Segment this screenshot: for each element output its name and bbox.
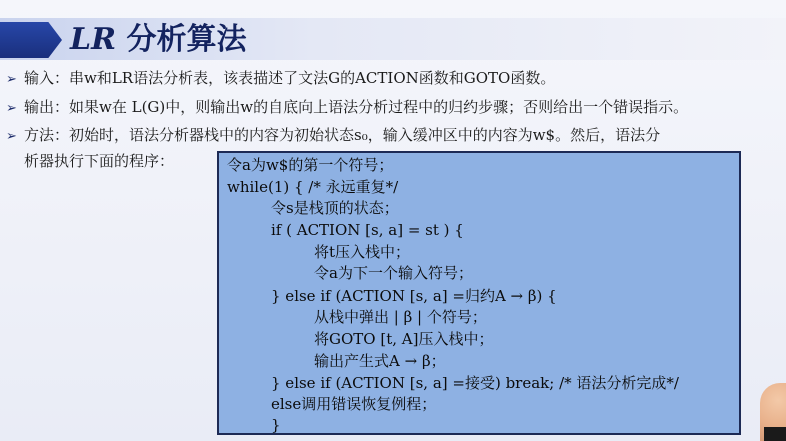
code-line: 从栈中弹出 | β | 个符号； [314, 308, 487, 326]
code-line: 将t压入栈中； [314, 243, 411, 261]
bullet-output-text: 输出：如果w在 L(G)中，则输出w的自底向上语法分析过程中的归约步骤；否则给出一个错误指示。 [24, 98, 689, 116]
bullet-method-cont: 析器执行下面的程序： [24, 152, 175, 170]
code-line: 令s是栈顶的状态； [271, 199, 399, 217]
algorithm-code-box [217, 151, 741, 435]
bullet-method [6, 124, 660, 148]
code-line: 令a为下一个输入符号； [314, 264, 473, 282]
code-line: 令a为w$的第一个符号； [227, 156, 394, 174]
title-rest: 分析算法 [116, 22, 247, 57]
code-line: while(1) { /* 永远重复*/ [227, 178, 399, 196]
code-line: } [271, 416, 281, 434]
code-line: 输出产生式A → β； [314, 352, 446, 370]
bullet-arrow-icon: ➢ [6, 72, 17, 87]
bullet-method-text: 方法：初始时，语法分析器栈中的内容为初始状态s₀，输入缓冲区中的内容为w$。然后，语法分 [24, 126, 661, 144]
code-line: if ( ACTION [s, a] = st ) { [271, 221, 464, 239]
slide-title [70, 20, 246, 60]
code-line: } else if (ACTION [s, a] =接受) break; /* 语法分析完成*/ [271, 374, 679, 392]
title-prefix: LR [70, 22, 117, 57]
bullet-arrow-icon: ➢ [6, 129, 17, 144]
bullet-input [6, 67, 555, 91]
bullet-input-text: 输入：串w和LR语法分析表，该表描述了文法G的ACTION函数和GOTO函数。 [24, 69, 556, 87]
code-line: } else if (ACTION [s, a] =归约A → β) { [271, 287, 557, 305]
presenter-shirt [764, 427, 786, 441]
code-line: else调用错误恢复例程； [271, 395, 437, 413]
bullet-output [6, 96, 688, 120]
bullet-arrow-icon: ➢ [6, 101, 17, 116]
code-line: 将GOTO [t, A]压入栈中； [314, 330, 494, 348]
